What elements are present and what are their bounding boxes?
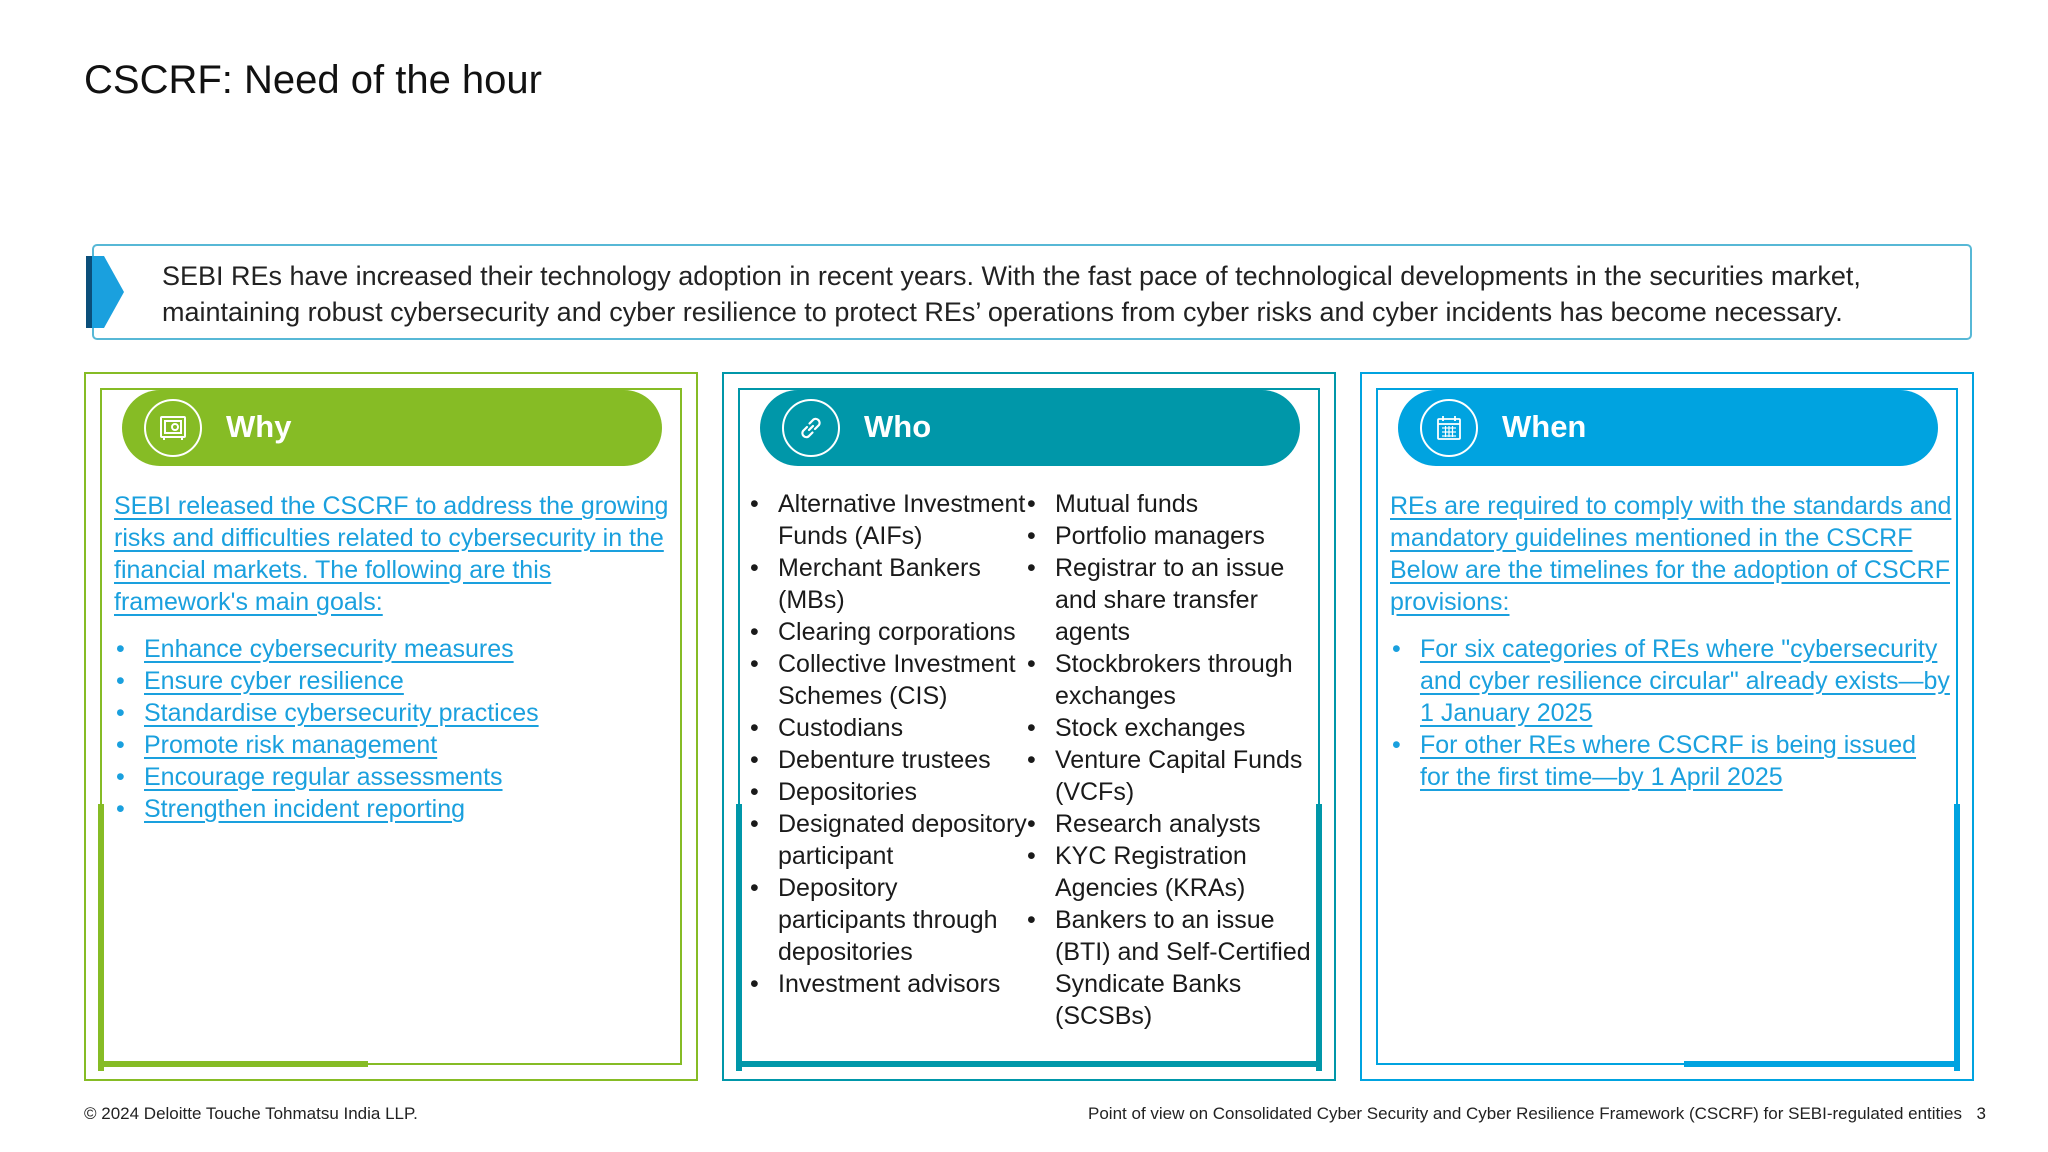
- why-accent-bar: [98, 804, 104, 1071]
- list-item[interactable]: • Encourage regular assessments: [116, 763, 503, 791]
- list-item[interactable]: • For six categories of REs where "cybersecurity and cyber resilience circular" already exists—by 1 January 2025: [1392, 635, 1950, 727]
- who-list-right: [1025, 488, 1321, 1032]
- when-timelines-list: [1390, 633, 1952, 793]
- list-item[interactable]: • Enhance cybersecurity measures: [116, 635, 514, 663]
- when-heading: When: [1502, 409, 1587, 444]
- when-card: [1360, 372, 1974, 1081]
- footer-doc-title: Point of view on Consolidated Cyber Security and Cyber Resilience Framework (CSCRF) for SEBI-regulated entities: [1088, 1104, 1962, 1123]
- when-accent-bar: [1954, 804, 1960, 1071]
- why-heading: Why: [226, 409, 292, 444]
- list-item: • Custodians: [750, 714, 904, 742]
- who-card: [722, 372, 1336, 1081]
- list-item: • Bankers to an issue (BTI) and Self-Certified Syndicate Banks (SCSBs): [1027, 906, 1311, 1030]
- list-item: • Clearing corporations: [750, 618, 1016, 646]
- page-title: CSCRF: Need of the hour: [84, 58, 542, 102]
- who-heading: Who: [864, 409, 932, 444]
- list-item: • Research analysts: [1027, 810, 1261, 838]
- list-item: • Stock exchanges: [1027, 714, 1246, 742]
- intro-text: SEBI REs have increased their technology adoption in recent years. With the fast pace of technological developments in the securities market, maintaining robust cybersecurity and cyber resilience to protect REs’ operations from cyber risks and cyber incidents has become necessary.: [162, 261, 1861, 327]
- list-item: • Debenture trustees: [750, 746, 991, 774]
- list-item: • Investment advisors: [750, 970, 1001, 998]
- page-number: 3: [1976, 1104, 1986, 1123]
- why-accent-line: [98, 1061, 368, 1067]
- why-intro-link[interactable]: SEBI released the CSCRF to address the growing risks and difficulties related to cybersecurity in the financial markets. The following are this framework's main goals:: [114, 492, 669, 616]
- list-item[interactable]: • Strengthen incident reporting: [116, 795, 466, 823]
- list-item: • Stockbrokers through exchanges: [1027, 650, 1293, 710]
- why-header: [122, 390, 662, 466]
- arrow-tab-icon: [84, 254, 126, 330]
- list-item[interactable]: • Standardise cybersecurity practices: [116, 699, 539, 727]
- list-item: • Merchant Bankers (MBs): [750, 554, 981, 614]
- when-accent-line: [1684, 1061, 1960, 1067]
- list-item: • Venture Capital Funds (VCFs): [1027, 746, 1303, 806]
- list-item: • Alternative Investment Funds (AIFs): [750, 490, 1026, 550]
- list-item: • Portfolio managers: [1027, 522, 1265, 550]
- who-accent-line: [736, 1061, 1322, 1067]
- intro-box: [92, 244, 1972, 340]
- when-header: [1398, 390, 1938, 466]
- safe-icon: [144, 399, 202, 457]
- why-card: [84, 372, 698, 1081]
- why-goals-list: [114, 633, 676, 825]
- who-header: [760, 390, 1300, 466]
- who-list-left: [748, 488, 1028, 1000]
- list-item: • Designated depository participant: [750, 810, 1027, 870]
- list-item[interactable]: • Ensure cyber resilience: [116, 667, 404, 695]
- list-item: • Collective Investment Schemes (CIS): [750, 650, 1016, 710]
- when-intro-link[interactable]: REs are required to comply with the standards and mandatory guidelines mentioned in the CSCRF Below are the timelines for the adoption of CSCRF provisions:: [1390, 492, 1952, 616]
- list-item: • Mutual funds: [1027, 490, 1199, 518]
- list-item: • Depositories: [750, 778, 917, 806]
- list-item[interactable]: • Promote risk management: [116, 731, 438, 759]
- who-accent-bar-left: [736, 804, 742, 1071]
- list-item[interactable]: • For other REs where CSCRF is being issued for the first time—by 1 April 2025: [1392, 731, 1917, 791]
- calendar-icon: [1420, 399, 1478, 457]
- list-item: • KYC Registration Agencies (KRAs): [1027, 842, 1247, 902]
- list-item: • Depository participants through depositories: [750, 874, 998, 966]
- link-icon: [782, 399, 840, 457]
- footer-copyright: © 2024 Deloitte Touche Tohmatsu India LLP.: [84, 1104, 418, 1123]
- list-item: • Registrar to an issue and share transfer agents: [1027, 554, 1285, 646]
